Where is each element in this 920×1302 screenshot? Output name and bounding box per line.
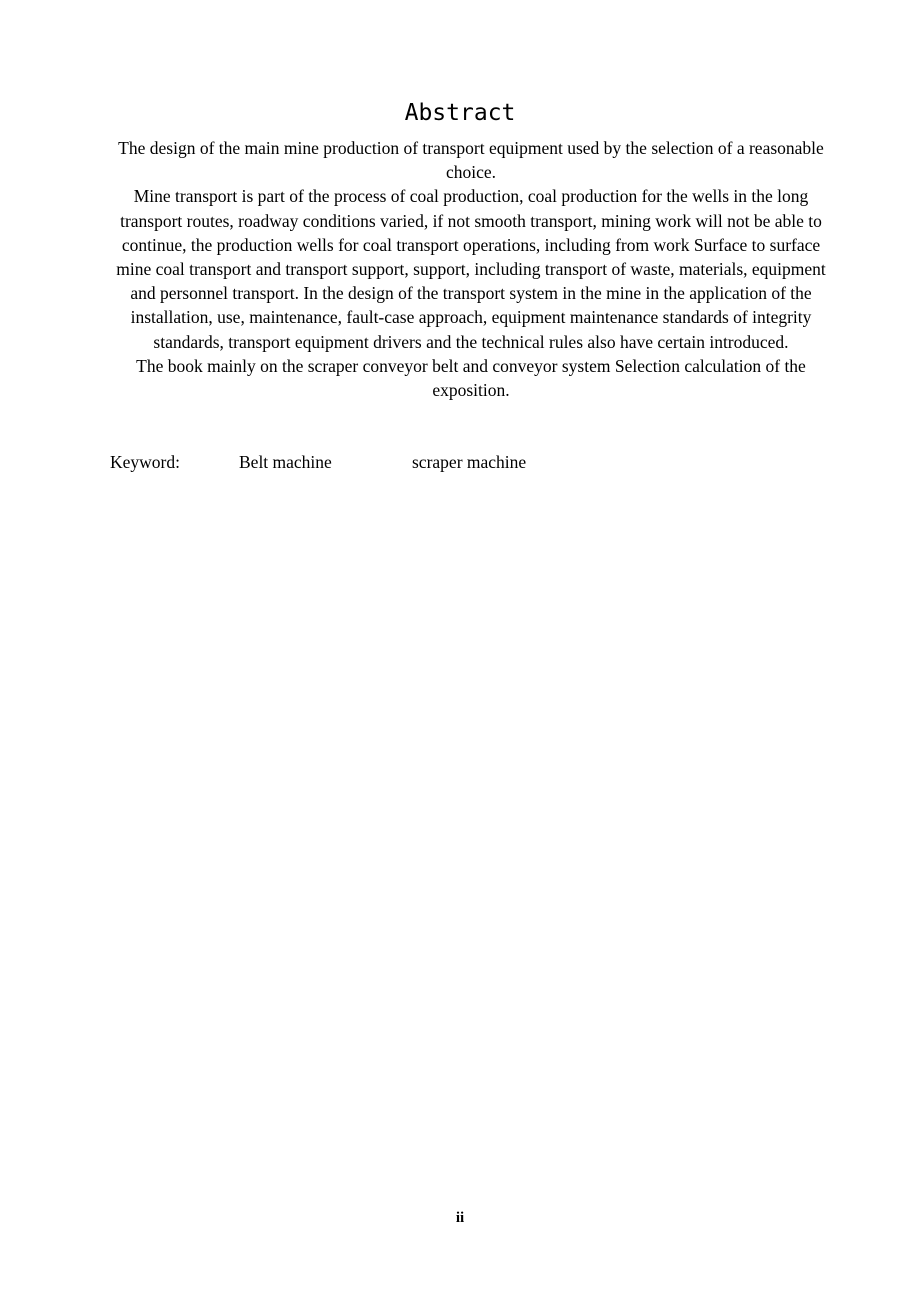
keywords-label: Keyword: xyxy=(110,452,180,472)
abstract-paragraph-1: The design of the main mine production of transport equipment used by the selection of a reasonable choice. xyxy=(118,138,824,183)
page-number: ii xyxy=(455,1210,465,1226)
page-title: Abstract xyxy=(404,100,516,126)
keyword-item: Belt machine xyxy=(239,452,332,472)
keyword-item: scraper machine xyxy=(412,452,527,472)
abstract-paragraph-3: The book mainly on the scraper conveyor belt and conveyor system Selection calculation of the exposition. xyxy=(136,355,806,401)
abstract-paragraph-2: Mine transport is part of the process of coal production, coal production for the wells in the long transport routes, roadway conditions varied, if not smooth transport, mining work will not be able to continue, the production wells for coal transport operations, including from work Surface to surface mine coal transport and transport support, support, including transport of waste, materials, equipment and personnel transport. In the design of the transport system in the mine in the application of the installation, use, maintenance, fault-case approach, equipment maintenance standards of integrity standards, transport equipment drivers and the technical rules also have certain introduced. xyxy=(116,186,826,352)
abstract-body xyxy=(104,136,838,402)
